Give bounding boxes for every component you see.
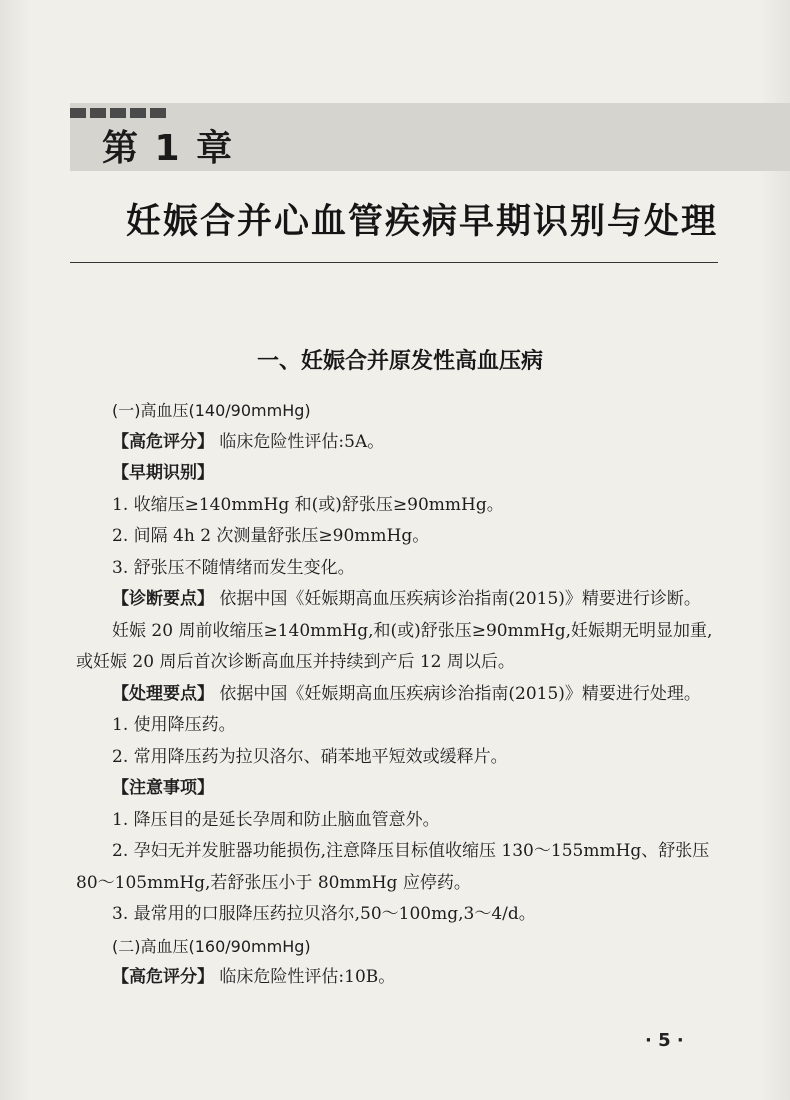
diagnosis-line <box>76 584 718 616</box>
diagnosis-tag: 【诊断要点】 <box>112 589 214 609</box>
list-item: 3. 最常用的口服降压药拉贝洛尔,50～100mg,3～4/d。 <box>112 904 536 924</box>
treatment-text: 依据中国《妊娠期高血压疾病诊治指南(2015)》精要进行处理。 <box>214 683 701 704</box>
list-item: 2. 常用降压药为拉贝洛尔、硝苯地平短效或缓释片。 <box>112 746 508 767</box>
notes-tag: 【注意事项】 <box>112 778 214 798</box>
risk-score-line <box>76 962 718 994</box>
list-item: 2. 间隔 4h 2 次测量舒张压≥90mmHg。 <box>112 526 430 546</box>
list-item: 1. 收缩压≥140mmHg 和(或)舒张压≥90mmHg。 <box>112 494 504 515</box>
treatment-line <box>76 679 718 711</box>
list-item: 1. 使用降压药。 <box>112 715 236 735</box>
chapter-number: 第 1 章 <box>102 128 235 169</box>
early-identification-tag: 【早期识别】 <box>112 463 214 483</box>
subsection-heading: (一)高血压(140/90mmHg) <box>112 401 311 420</box>
risk-score-line <box>76 427 718 459</box>
body-text <box>76 395 718 994</box>
diagnosis-text: 依据中国《妊娠期高血压疾病诊治指南(2015)》精要进行诊断。 <box>214 589 701 609</box>
risk-score-text: 临床危险性评估:5A。 <box>214 431 385 452</box>
early-identification-heading <box>76 458 718 490</box>
list-item: 1. 降压目的是延长孕周和防止脑血管意外。 <box>112 809 440 830</box>
section-title: 一、妊娠合并原发性高血压病 <box>256 349 543 374</box>
chapter-decoration <box>70 103 170 113</box>
treatment-tag: 【处理要点】 <box>112 683 214 704</box>
diagnosis-paragraph: 妊娠 20 周前收缩压≥140mmHg,和(或)舒张压≥90mmHg,妊娠期无明显加重,或妊娠 20 周后首次诊断高血压并持续到产后 12 周以后。 <box>76 620 713 672</box>
list-item: 2. 孕妇无并发脏器功能损伤,注意降压目标值收缩压 130～155mmHg、舒张压 80～105mmHg,若舒张压小于 80mmHg 应停药。 <box>76 841 710 893</box>
title-rule <box>70 262 718 263</box>
chapter-title: 妊娠合并心血管疾病早期识别与处理 <box>125 202 718 242</box>
risk-score-text: 临床危险性评估:10B。 <box>214 967 396 987</box>
notes-heading <box>76 773 718 805</box>
list-item: 3. 舒张压不随情绪而发生变化。 <box>112 557 355 578</box>
subsection-heading: (二)高血压(160/90mmHg) <box>112 936 311 956</box>
risk-score-tag: 【高危评分】 <box>112 967 214 987</box>
page-number: · 5 · <box>645 1030 684 1051</box>
risk-score-tag: 【高危评分】 <box>112 431 214 452</box>
